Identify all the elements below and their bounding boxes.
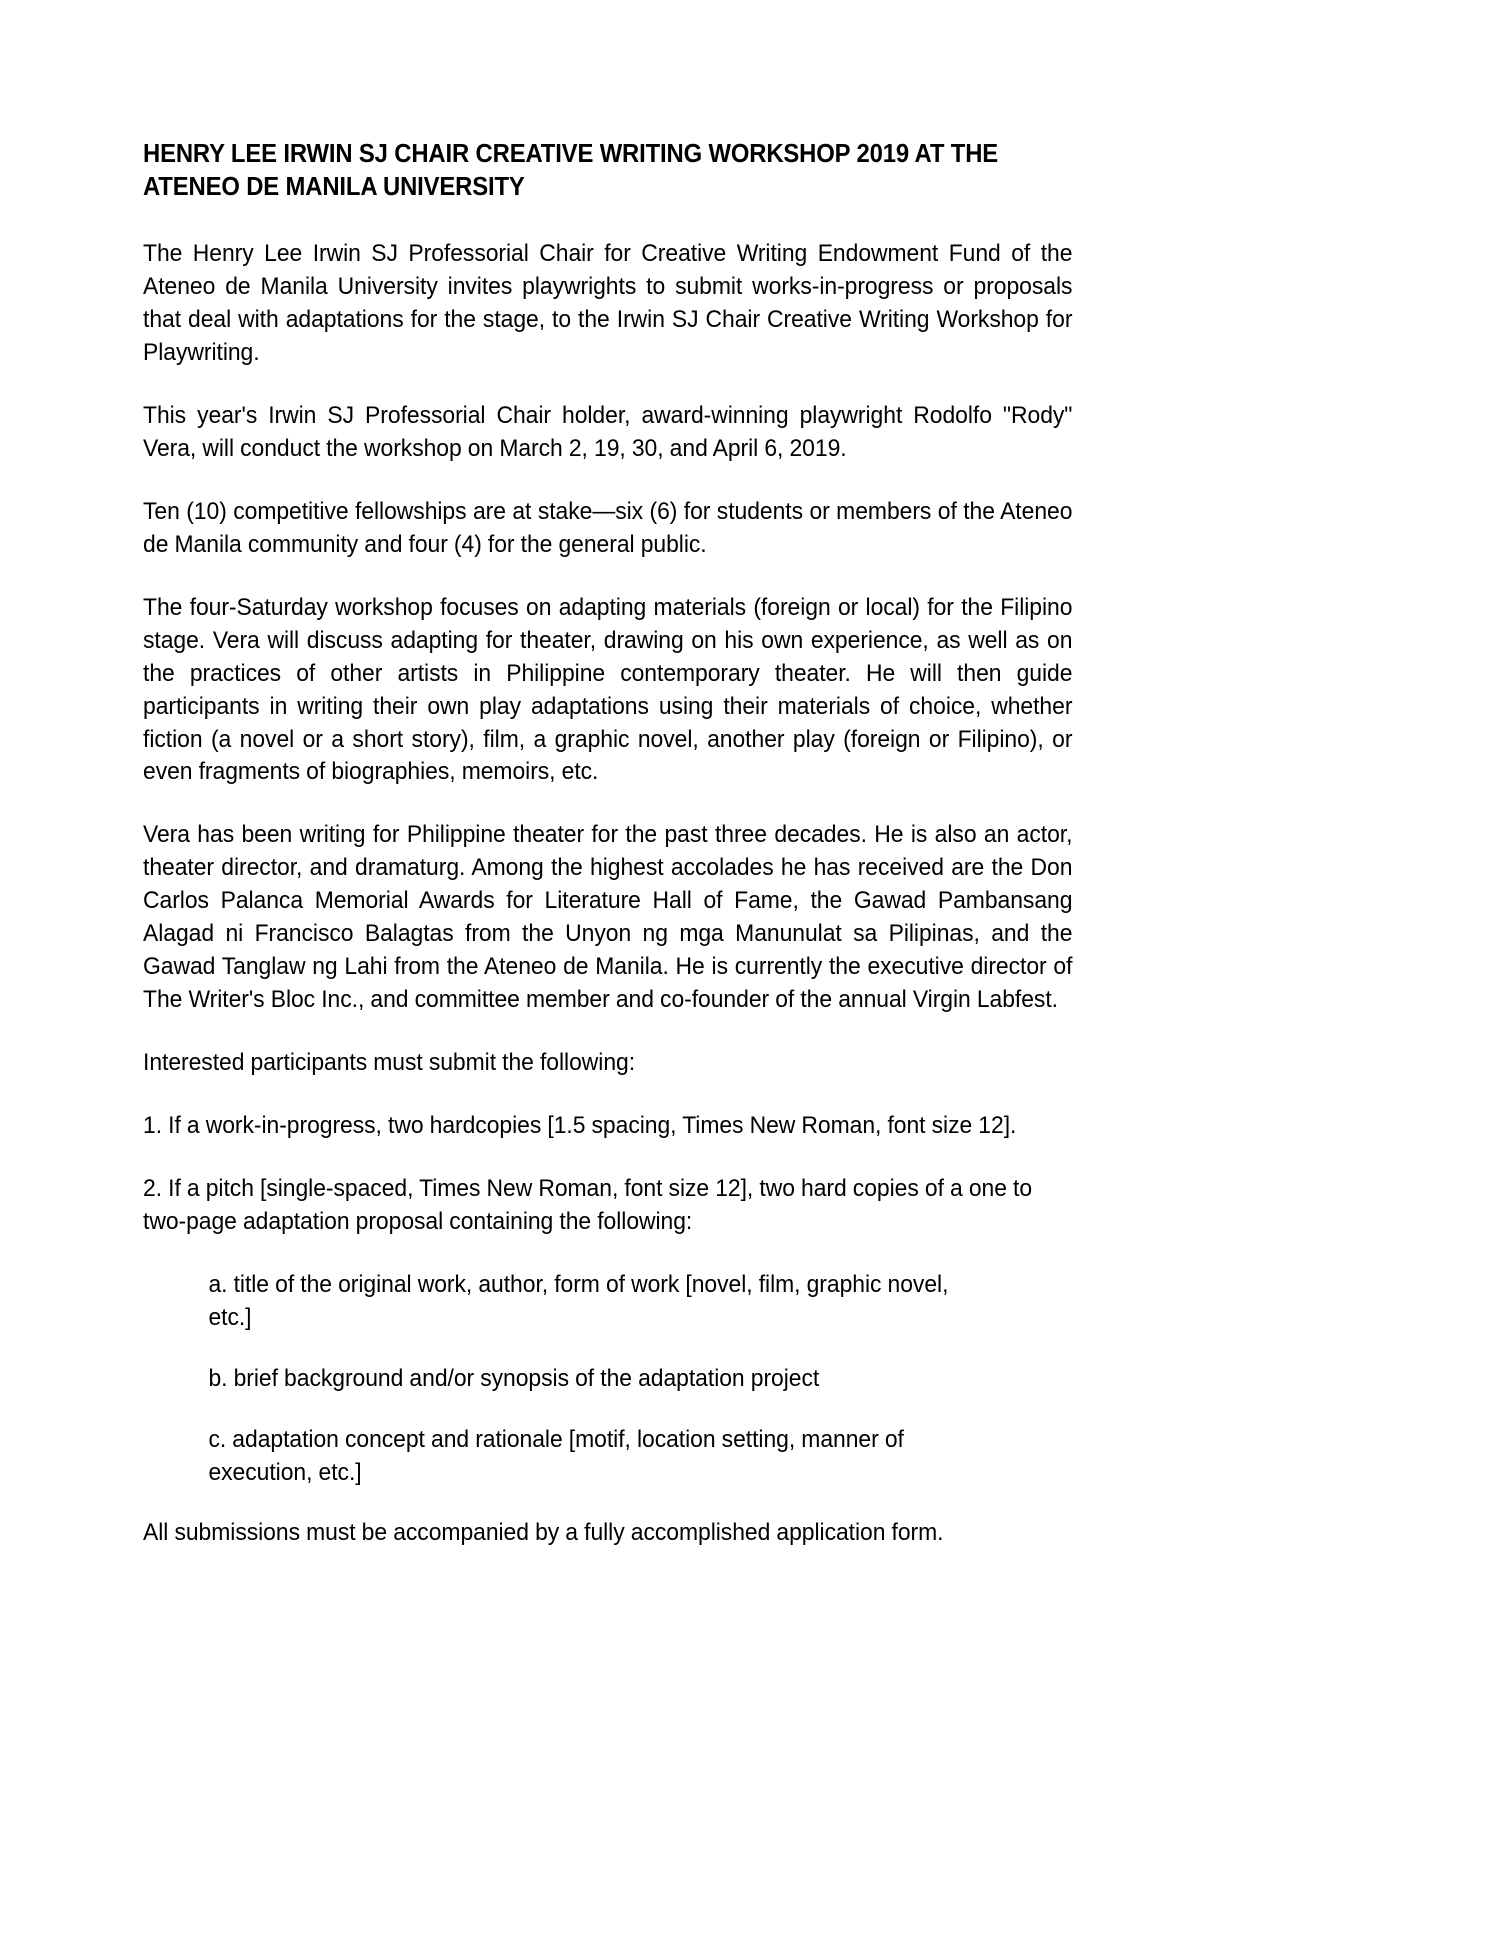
paragraph-overview: The Henry Lee Irwin SJ Professorial Chair for Creative Writing Endowment Fund of the Ateneo de Manila University invites playwrights to submit works-in-progress or proposals that deal with adaptations for the stage, to the Irwin SJ Chair Creative Writing Workshop for Playwriting.: [143, 240, 1073, 367]
proposal-content-item-b: [143, 1363, 1138, 1396]
document-body: [143, 138, 1072, 1550]
proposal-content-item-c-text: c. adaptation concept and rationale [motif, location setting, manner of execution, etc.]: [208, 1425, 904, 1486]
paragraph-vera-biography: Vera has been writing for Philippine theater for the past three decades. He is also an actor, theater director, and dramaturg. Among the highest accolades he has received are the Don Carlos Palanca Memorial Awards for Literature Hall of Fame, the Gawad Pambansang Alagad ni Francisco Balagtas from the Unyon ng mga Manunulat sa Pilipinas, and the Gawad Tanglaw ng Lahi from the Ateneo de Manila. He is currently the executive director of The Writer's Bloc Inc., and committee member and co-founder of the annual Virgin Labfest.: [143, 821, 1073, 1014]
page-title: HENRY LEE IRWIN SJ CHAIR CREATIVE WRITING WORKSHOP 2019 AT THE ATENEO DE MANILA UNIVERSITY: [143, 140, 999, 202]
proposal-content-item-a-text: a. title of the original work, author, form of work [novel, film, graphic novel, etc.]: [208, 1270, 949, 1331]
requirement-item-1: 1. If a work-in-progress, two hardcopies [1.5 spacing, Times New Roman, font size 12].: [143, 1111, 1017, 1139]
paragraph-fellowships: Ten (10) competitive fellowships are at stake—six (6) for students or members of the Ateneo de Manila community and four (4) for the general public.: [143, 497, 1073, 558]
proposal-content-item-c: [143, 1424, 1138, 1490]
proposal-content-item-a: [143, 1269, 1138, 1335]
paragraph-workshop-focus: The four-Saturday workshop focuses on adapting materials (foreign or local) for the Filipino stage. Vera will discuss adapting for theater, drawing on his own experience, as well as on the practices of other artists in Philippine contemporary theater. He will then guide participants in writing their own play adaptations using their materials of choice, whether fiction (a novel or a short story), film, a graphic novel, another play (foreign or Filipino), or even fragments of biographies, memoirs, etc.: [143, 593, 1073, 786]
paragraph-chair-holder: This year's Irwin SJ Professorial Chair holder, award-winning playwright Rodolfo "Rody" Vera, will conduct the workshop on March 2, 19, 30, and April 6, 2019.: [143, 402, 1073, 462]
proposal-content-item-b-text: b. brief background and/or synopsis of the adaptation project: [208, 1364, 820, 1392]
closing-note: All submissions must be accompanied by a fully accomplished application form.: [143, 1519, 944, 1547]
requirement-item-2: 2. If a pitch [single-spaced, Times New Roman, font size 12], two hard copies of a one to two-page adaptation proposal containing the following:: [143, 1174, 1033, 1235]
submission-intro: Interested participants must submit the following:: [143, 1049, 636, 1077]
